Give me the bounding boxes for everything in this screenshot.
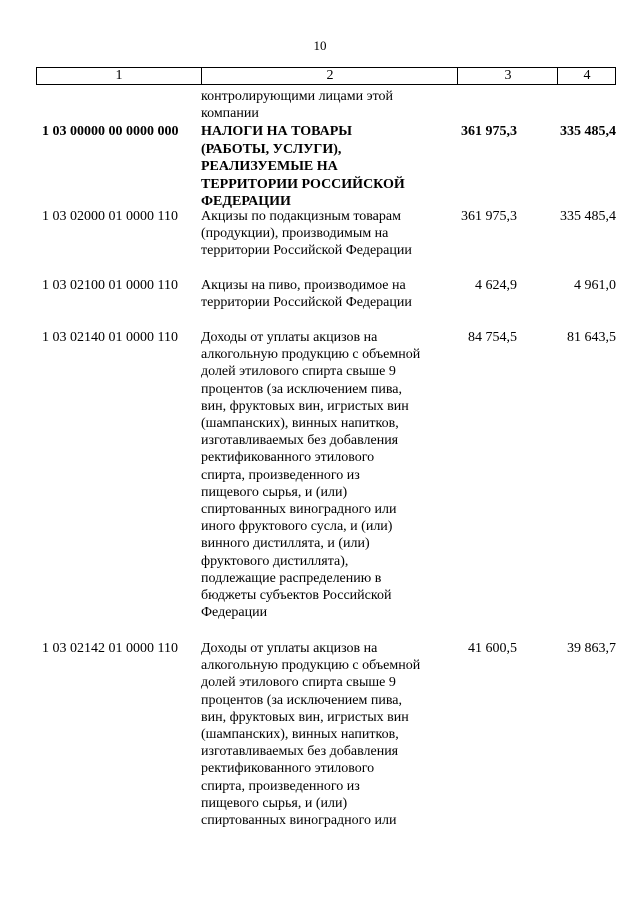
row-code: 1 03 00000 00 0000 000 [42, 124, 179, 139]
row-col4-value: 335 485,4 [560, 209, 616, 224]
row-col3-value: 361 975,3 [461, 124, 517, 139]
row-col3-value: 84 754,5 [468, 330, 517, 345]
row-code: 1 03 02000 01 0000 110 [42, 209, 178, 224]
continuation-text: контролирующими лицами этой компании [201, 89, 394, 122]
header-col-1: 1 [115, 68, 123, 83]
row-code: 1 03 02140 01 0000 110 [42, 330, 178, 345]
page-number: 10 [313, 38, 327, 53]
row-name: Акцизы по подакцизным товарам (продукции), производимым на территории Российской Федерации [201, 209, 412, 259]
row-name: НАЛОГИ НА ТОВАРЫ (РАБОТЫ, УСЛУГИ), РЕАЛИЗУЕМЫЕ НА ТЕРРИТОРИИ РОССИЙСКОЙ ФЕДЕРАЦИИ [201, 124, 405, 210]
row-col4-value: 4 961,0 [574, 278, 616, 293]
row-col3-value: 4 624,9 [475, 278, 517, 293]
table-header [36, 67, 616, 85]
row-col4-value: 81 643,5 [567, 330, 616, 345]
header-col-3: 3 [457, 68, 558, 84]
header-col-4: 4 [557, 68, 616, 84]
row-name: Акцизы на пиво, производимое на территории Российской Федерации [201, 278, 412, 311]
row-col4-value: 335 485,4 [560, 124, 616, 139]
row-name: Доходы от уплаты акцизов на алкогольную продукцию с объемной долей этилового спирта свыше 9 процентов (за исключением пива, вин, фруктовых вин, игристых вин (шампанских), винных напитков, изготавливаемых без добавления ректификованного этилового спирта, произведенного из пищевого сырья, и (или) спиртованных виноградного или иного фруктового сусла, и (или) винного дистиллята, и (или) фруктового дистиллята), подлежащие распределению в бюджеты субъектов Российской Федерации [201, 330, 421, 621]
row-code: 1 03 02142 01 0000 110 [42, 641, 178, 656]
row-col3-value: 41 600,5 [468, 641, 517, 656]
row-col4-value: 39 863,7 [567, 641, 616, 656]
row-code: 1 03 02100 01 0000 110 [42, 278, 178, 293]
row-col3-value: 361 975,3 [461, 209, 517, 224]
header-col-2: 2 [201, 68, 458, 84]
row-name: Доходы от уплаты акцизов на алкогольную продукцию с объемной долей этилового спирта свыше 9 процентов (за исключением пива, вин, фруктовых вин, игристых вин (шампанских), винных напитков, изготавливаемых без добавления ректификованного этилового спирта, произведенного из пищевого сырья, и (или) спиртованных виноградного или [201, 641, 421, 829]
